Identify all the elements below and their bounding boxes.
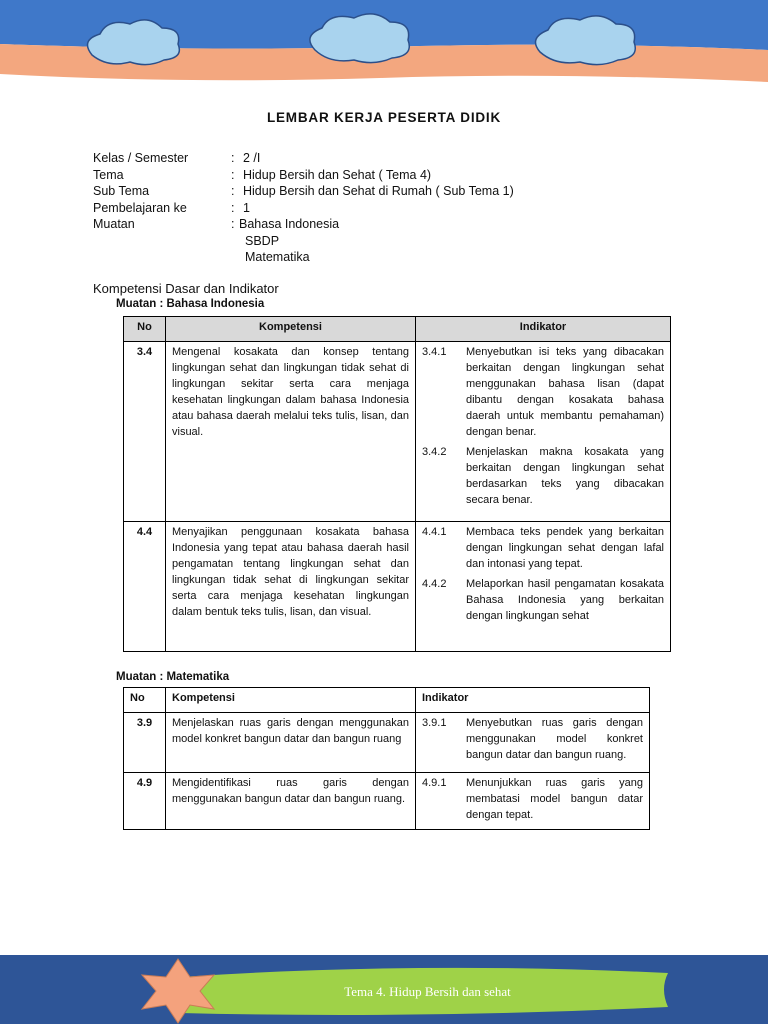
indikator-text: Melaporkan hasil pengamatan kosakata Bahasa Indonesia yang berkaitan dengan lingkungan sehat (466, 578, 664, 622)
meta-separator: : (231, 217, 235, 231)
meta-value: 2 /I (243, 151, 261, 165)
row-indikator (416, 522, 671, 652)
header-kompetensi: Kompetensi (166, 317, 416, 342)
table-header-row (124, 317, 671, 342)
table-matematika (123, 687, 650, 830)
header-indikator: Indikator (416, 317, 671, 342)
indikator-item (422, 344, 664, 440)
row-kompetensi: Menyajikan penggunaan kosakata bahasa Indonesia yang tepat atau bahasa daerah hasil pengamatan tentang lingkungan sehat dan lingkungan tidak sehat di lingkungan sekitar serta cara menjaga kesehatan lingkungan dalam bentuk teks tulis, lisan, dan visual. (166, 522, 416, 652)
meta-key: Tema (93, 167, 124, 182)
indikator-text: Menyebutkan ruas garis dengan menggunakan model konkret bangun datar dan bangun ruang. (466, 717, 643, 761)
row-no: 3.9 (124, 713, 166, 773)
muatan-item: Bahasa Indonesia (239, 217, 340, 231)
row-kompetensi: Mengidentifikasi ruas garis dengan menggunakan bangun datar dan bangun ruang. (166, 773, 416, 830)
indikator-item (422, 444, 664, 508)
indikator-number: 4.4.1 (422, 526, 447, 538)
table-row (124, 522, 671, 652)
meta-row-tema (93, 167, 514, 184)
row-kompetensi: Mengenal kosakata dan konsep tentang lingkungan sehat dan lingkungan tidak sehat di lingkungan sekitar serta cara menjaga kesehatan lingkungan dalam bahasa Indonesia atau bahasa daerah melalui teks tulis, lisan, dan visual. (166, 342, 416, 522)
muatan-item: Matematika (245, 250, 310, 264)
header-no: No (124, 688, 166, 713)
meta-value: Hidup Bersih dan Sehat di Rumah ( Sub Tema 1) (243, 184, 514, 198)
row-no: 4.4 (124, 522, 166, 652)
header-no: No (124, 317, 166, 342)
muatan-list (239, 216, 339, 266)
meta-separator: : (231, 167, 235, 182)
table1-label: Muatan : Bahasa Indonesia (116, 298, 265, 310)
meta-key: Sub Tema (93, 184, 150, 198)
row-no: 4.9 (124, 773, 166, 830)
footer-text: Tema 4. Hidup Bersih dan sehat (344, 984, 511, 999)
meta-row-kelas (93, 150, 514, 167)
indikator-item (422, 524, 664, 572)
row-indikator (416, 713, 650, 773)
table-row (124, 773, 650, 830)
table-bahasa-indonesia (123, 316, 671, 652)
indikator-text: Menjelaskan makna kosakata yang berkaitan dengan lingkungan sehat berdasarkan teks yang dibacakan secara benar. (466, 446, 664, 506)
document-title: LEMBAR KERJA PESERTA DIDIK (266, 110, 502, 125)
meta-value: 1 (243, 200, 250, 215)
indikator-item (422, 775, 643, 823)
table-row (124, 713, 650, 773)
meta-key: Kelas / Semester (93, 151, 189, 165)
table-header-row (124, 688, 650, 713)
header-kompetensi: Kompetensi (166, 688, 416, 713)
table-row (124, 342, 671, 522)
meta-key: Muatan (93, 217, 135, 231)
indikator-number: 3.9.1 (422, 717, 447, 729)
indikator-item (422, 715, 643, 763)
indikator-number: 3.4.1 (422, 346, 447, 358)
row-indikator (416, 342, 671, 522)
meta-row-subtema (93, 183, 514, 200)
indikator-text: Membaca teks pendek yang berkaitan dengan lingkungan sehat dengan lafal dan intonasi yang tepat. (466, 526, 664, 570)
meta-separator: : (231, 184, 235, 198)
section-title: Kompetensi Dasar dan Indikator (93, 281, 279, 296)
table2-label: Muatan : Matematika (116, 671, 230, 683)
meta-key: Pembelajaran ke (93, 200, 187, 215)
muatan-item: SBDP (245, 233, 280, 248)
indikator-text: Menyebutkan isi teks yang dibacakan berkaitan dengan lingkungan sehat menggunakan bahasa lisan (dapat dibantu dengan kosakata bahasa daerah untuk membantu pemahaman) dengan benar. (466, 346, 664, 438)
indikator-text: Menunjukkan ruas garis yang membatasi model bangun datar dengan tepat. (466, 777, 643, 821)
meta-row-muatan (93, 216, 514, 266)
document-meta (93, 150, 514, 266)
indikator-number: 4.4.2 (422, 578, 447, 590)
meta-value: Hidup Bersih dan Sehat ( Tema 4) (243, 167, 432, 182)
indikator-number: 3.4.2 (422, 446, 447, 458)
header-indikator: Indikator (416, 688, 650, 713)
meta-separator: : (231, 200, 235, 215)
indikator-number: 4.9.1 (422, 777, 447, 789)
header-decoration (0, 0, 768, 90)
row-no: 3.4 (124, 342, 166, 522)
row-kompetensi: Menjelaskan ruas garis dengan menggunakan model konkret bangun datar dan bangun ruang (166, 713, 416, 773)
row-indikator (416, 773, 650, 830)
meta-row-pembelajaran (93, 200, 514, 217)
meta-separator: : (231, 151, 235, 165)
indikator-item (422, 576, 664, 624)
